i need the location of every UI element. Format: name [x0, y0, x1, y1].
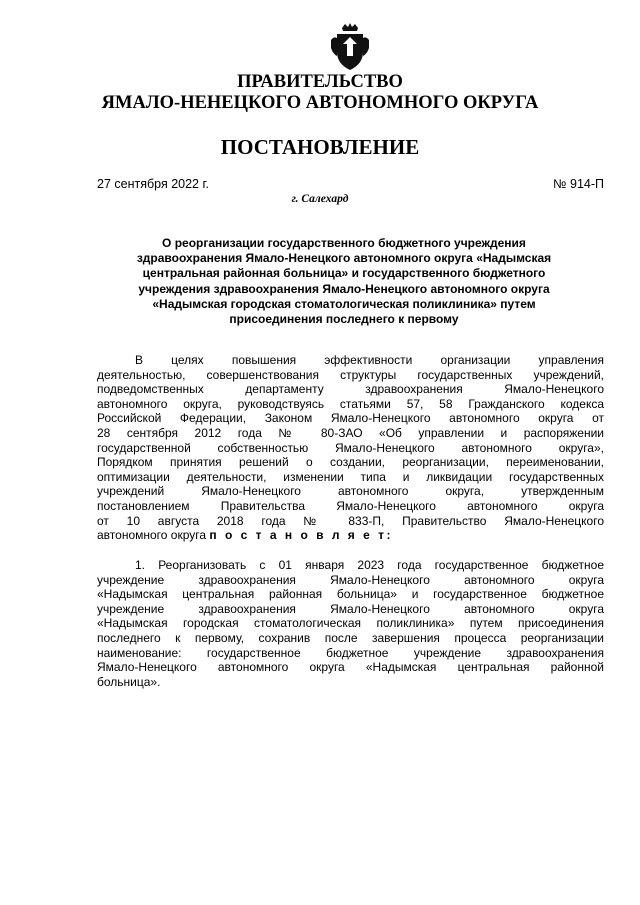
preamble-line: Порядком принятия решений о создании, реорганизации, переименовании,: [97, 455, 604, 470]
preamble-line: государственной собственностью Ямало-Ненецкого автономного округа»,: [97, 440, 604, 455]
heading-line: О реорганизации государственного бюджетного учреждения: [162, 236, 526, 250]
item-1-line: последнего к первому, сохранив после завершения процесса реорганизации: [97, 630, 604, 645]
preamble-last-text: автономного округа: [97, 528, 210, 543]
item-1-line: учреждение здравоохранения Ямало-Ненецкого автономного округа: [97, 601, 604, 616]
item-1-line: «Надымская центральная районная больница» и государственное бюджетное: [97, 587, 604, 602]
heading-line: присоединения последнего к первому: [229, 312, 459, 327]
item-1-line: 1. Реорганизовать с 01 января 2023 года государственное бюджетное: [135, 558, 604, 572]
org-name-line1: ПРАВИТЕЛЬСТВО: [237, 72, 403, 92]
document-city: г. Салехард: [291, 193, 349, 205]
org-name-line2: ЯМАЛО-НЕНЕЦКОГО АВТОНОМНОГО ОКРУГА: [101, 93, 539, 113]
resolves-word: п о с т а н о в л я е т: [209, 528, 387, 543]
preamble-line: деятельностью, совершенствования структуры государственных учреждений,: [97, 367, 604, 382]
preamble-line: 28 сентября 2012 года № 80-ЗАО «Об управлении и распоряжении: [97, 425, 604, 440]
preamble-last-line: [97, 528, 604, 543]
preamble-line: В целях повышения эффективности организации управления: [135, 353, 604, 367]
preamble-line: постановлением Правительства Ямало-Ненецкого автономного округа: [97, 498, 604, 513]
document-type: ПОСТАНОВЛЕНИЕ: [220, 135, 420, 159]
document-number: № 914-П: [553, 177, 604, 191]
item-1-line: учреждение здравоохранения Ямало-Ненецкого автономного округа: [97, 572, 604, 587]
item-1-line: Ямало-Ненецкого автономного округа «Надымская центральная районной: [97, 660, 604, 675]
item-1-line: больница».: [97, 674, 161, 689]
preamble-line: автономного округа, руководствуясь статьями 57, 58 Гражданского кодекса: [97, 396, 604, 411]
heading-line: центральная районная больница» и государственного бюджетного: [142, 266, 546, 281]
heading-line: учреждения здравоохранения Ямало-Ненецкого автономного округа: [138, 281, 550, 296]
document-date: 27 сентября 2022 г.: [97, 177, 209, 191]
preamble-paragraph: [97, 353, 604, 543]
heading-line: здравоохранения Ямало-Ненецкого автономного округа «Надымская: [136, 251, 552, 266]
document-heading: [112, 236, 576, 327]
preamble-line: оптимизации деятельности, изменении типа и ликвидации государственных: [97, 469, 604, 484]
resolves-colon: :: [386, 528, 391, 543]
item-1-line: наименование: государственное бюджетное учреждение здравоохранения: [97, 645, 604, 660]
preamble-line: Российской Федерации, Законом Ямало-Ненецкого автономного округа от: [97, 411, 604, 426]
item-1-line: «Надымская городская стоматологическая поликлиника» путем присоединения: [97, 616, 604, 631]
heading-line: «Надымская городская стоматологическая поликлиника» путем: [152, 296, 536, 311]
preamble-line: подведомственных департаменту здравоохранения Ямало-Ненецкого: [97, 382, 604, 397]
preamble-line: от 10 августа 2018 года № 833-П, Правительство Ямало-Ненецкого: [97, 513, 604, 528]
preamble-line: учреждений Ямало-Ненецкого автономного округа, утвержденным: [97, 484, 604, 499]
item-1-paragraph: [97, 558, 604, 689]
coat-of-arms-icon: [328, 22, 372, 72]
